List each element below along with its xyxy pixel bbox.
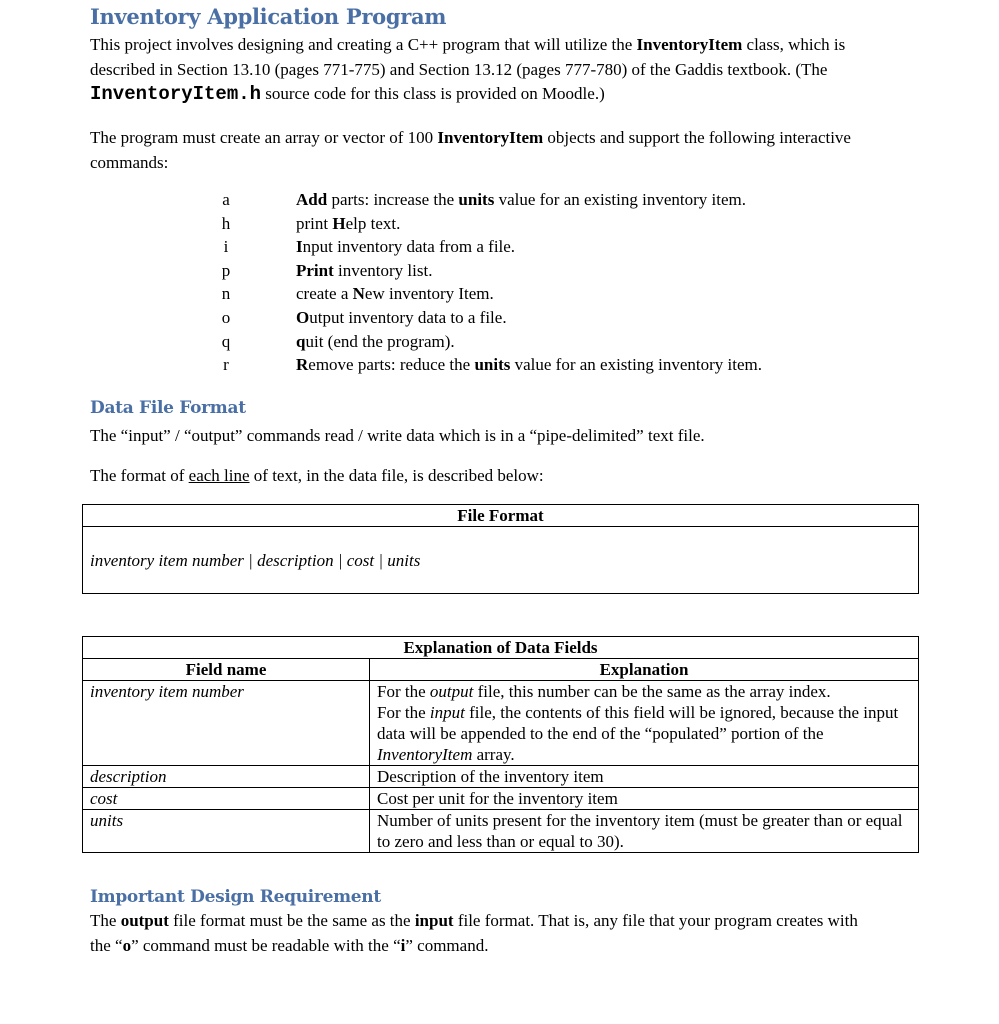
command-row: [200, 308, 800, 332]
command-key: p: [221, 260, 231, 280]
intro-paragraph: [90, 33, 920, 107]
text: commands:: [90, 152, 169, 172]
field-name: units: [90, 811, 124, 830]
table-row: [83, 810, 919, 853]
command-description: Print inventory list.: [296, 260, 433, 280]
text: This project involves designing and creating a C++ program that will utilize the: [90, 35, 637, 54]
data-file-format-heading: Data File Format: [90, 398, 246, 418]
command-key: q: [221, 331, 231, 351]
command-key: o: [221, 308, 231, 327]
command-description: print Help text.: [296, 213, 401, 233]
column-header: Field name: [83, 659, 370, 681]
command-key: h: [221, 213, 231, 233]
text: described in Section 13.10 (pages 771-775) and Section 13.12 (pages 777-780) of the Gaddis textbook. (The: [90, 59, 828, 79]
text: class, which is: [742, 35, 846, 54]
class-name: InventoryItem: [636, 35, 743, 54]
table-title: Explanation of Data Fields: [83, 637, 919, 659]
command-row: [200, 284, 800, 308]
command-description: quit (end the program).: [296, 331, 455, 351]
header-file-name: InventoryItem.h: [90, 83, 262, 105]
command-key: i: [223, 237, 229, 257]
text: [90, 464, 920, 489]
table-row: [83, 681, 919, 766]
table-row: [83, 766, 919, 788]
command-description: create a New inventory Item.: [296, 284, 494, 304]
command-description: Input inventory data from a file.: [296, 237, 516, 257]
explanation: Number of units present for the inventory item (must be greater than or equal to zero and less than or equal to 30).: [370, 810, 919, 853]
command-row: [200, 332, 800, 356]
class-name: InventoryItem: [437, 128, 544, 147]
text: of text, in the data file, is described below:: [249, 466, 544, 485]
file-format-line: inventory item number | description | cost | units: [83, 527, 919, 594]
requirements-paragraph: [90, 126, 920, 175]
command-row: [200, 355, 800, 379]
text: The program must create an array or vector of 100: [90, 128, 438, 147]
field-name: description: [90, 767, 167, 786]
file-format-table: [82, 504, 919, 594]
command-description: Output inventory data to a file.: [296, 308, 507, 327]
command-key: r: [223, 355, 229, 375]
column-header: Explanation: [370, 659, 919, 681]
page-title: Inventory Application Program: [90, 4, 447, 29]
command-description: Add parts: increase the units value for an existing inventory item.: [296, 190, 746, 209]
text: source code for this class is provided on Moodle.): [261, 84, 605, 103]
field-name: inventory item number: [90, 682, 244, 701]
text: The “input” / “output” commands read / write data which is in a “pipe-delimited” text file.: [90, 426, 705, 445]
field-name: cost: [90, 789, 118, 808]
design-requirement-heading: Important Design Requirement: [90, 887, 381, 907]
command-row: [200, 237, 800, 261]
data-fields-table: [82, 636, 919, 853]
explanation: Cost per unit for the inventory item: [370, 788, 919, 810]
table-row: [83, 788, 919, 810]
command-description: Remove parts: reduce the units value for an existing inventory item.: [296, 355, 762, 375]
design-paragraph: The output file format must be the same as the input file format. That is, any file that your program creates with the “o” command must be readable with the “i” command.: [90, 911, 858, 955]
text: The format of: [90, 466, 189, 485]
command-row: [200, 261, 800, 285]
command-key: n: [221, 284, 231, 304]
table-header: File Format: [83, 505, 919, 527]
command-key: a: [222, 190, 230, 209]
explanation: For the output file, this number can be the same as the array index. For the input file, the contents of this field will be ignored, because the input data will be appended to the end of the “populated” portion of the InventoryItem array.: [370, 681, 919, 766]
text: objects and support the following interactive: [543, 128, 851, 147]
explanation: Description of the inventory item: [370, 766, 919, 788]
command-row: [200, 190, 800, 214]
command-row: [200, 214, 800, 238]
text: each line: [188, 466, 250, 485]
